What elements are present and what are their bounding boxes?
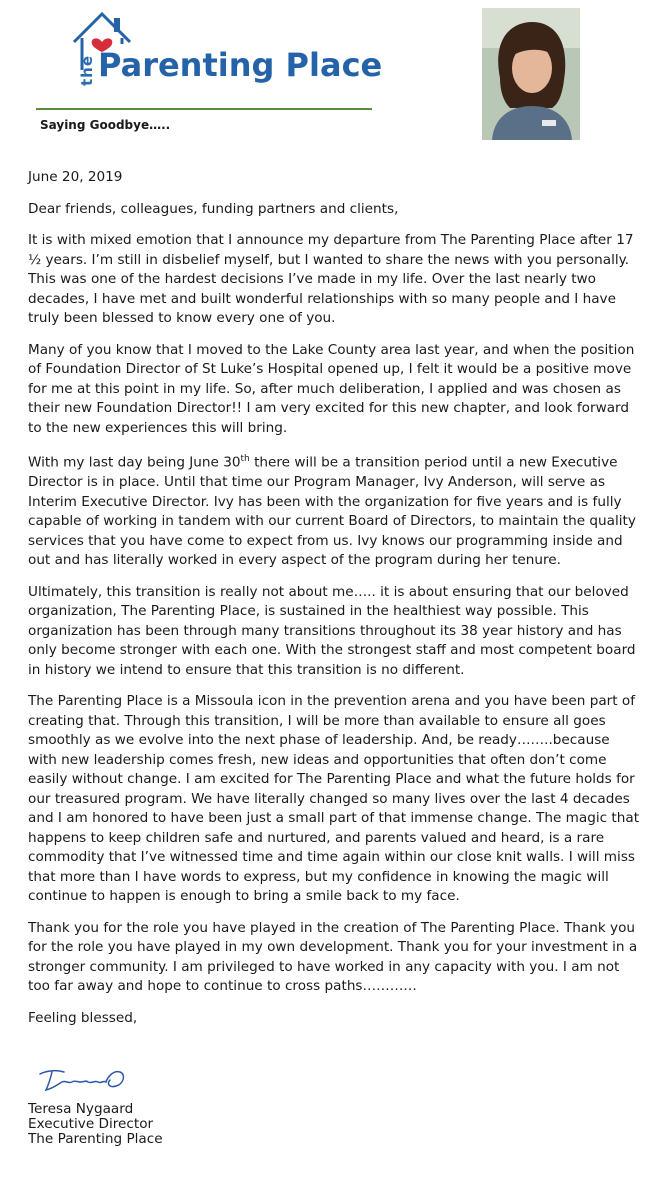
letter-date: June 20, 2019 bbox=[28, 169, 123, 185]
paragraph-1: It is with mixed emotion that I announce my departure from The Parenting Place after 17 ½ years. I’m still in disbelief myself, but I wanted to share the news with you personally. This was one of the hardest decisions I’ve made in my life. Over the last nearly two decades, I have met and built wonderful relationships with so many people and I have truly been blessed to know every one of you. bbox=[28, 232, 634, 326]
paragraph-3 bbox=[28, 450, 640, 571]
paragraph-3-superscript: th bbox=[240, 454, 250, 464]
letter-body bbox=[28, 168, 640, 1040]
paragraph-6: Thank you for the role you have played in the creation of The Parenting Place. Thank you for the role you have played in my own development. Thank you for your investment in a stronger community. I am privileged to have worked in any capacity with you. I am not too far away and hope to continue to cross paths………… bbox=[28, 919, 638, 995]
paragraph-3-start: With my last day being June 30 bbox=[28, 454, 241, 471]
paragraph-2: Many of you know that I moved to the Lake County area last year, and when the position of Foundation Director of St Luke’s Hospital opened up, I felt it would be a positive move for me at this point in my life. So, after much deliberation, I applied and was chosen as their new Foundation Director!! I am very excited for this new chapter, and look forward to the new experiences this will bring. bbox=[28, 341, 635, 436]
letter-salutation: Dear friends, colleagues, funding partners and clients, bbox=[28, 200, 399, 217]
tagline: Saying Goodbye….. bbox=[40, 118, 171, 132]
signer-name: Teresa Nygaard bbox=[28, 1101, 134, 1117]
paragraph-3-rest: there will be a transition period until a new Executive Director is in place. Until that time our Program Manager, Ivy Anderson, will serve as Interim Executive Director. Ivy has been with the organization for five years and is fully capable of working in tandem with our current Board of Directors, to maintain the quality services that you have come to expect from us. Ivy knows our programming inside and out and has literally worked in every aspect of the program during her tenure. bbox=[28, 454, 636, 569]
logo-the-text: the bbox=[78, 54, 96, 86]
signoff-block bbox=[28, 1102, 163, 1147]
logo-name-text: Parenting Place bbox=[98, 46, 383, 84]
paragraph-5: The Parenting Place is a Missoula icon in the prevention arena and you have been part of creating that. Through this transition, I will be more than available to ensure all goes smoothly as we evolve into the next phase of leadership. And, be ready……..because with new leadership comes fresh, new ideas and opportunities that often don’t come easily without change. I am excited for The Parenting Place and what the future holds for our treasured program. We have literally changed so many lives over the last 4 decades and I am honored to have been just a small part of that immense change. The magic that happens to keep children safe and nurtured, and parents valued and heard, is a rare commodity that I’ve witnessed time and time again within our close knit walls. I will miss that more than I have words to express, but my confidence in knowing the magic will continue to happen is enough to bring a smile back to my face. bbox=[28, 693, 640, 905]
portrait-photo bbox=[482, 8, 580, 140]
signer-title: Executive Director bbox=[28, 1116, 154, 1132]
header-rule bbox=[36, 108, 372, 110]
paragraph-4: Ultimately, this transition is really not about me….. it is about ensuring that our beloved organization, The Parenting Place, is sustained in the healthiest way possible. This organization has been through many transitions throughout its 38 year history and has only become stronger with each one. With the strongest staff and most competent board in history we intend to ensure that this transition is no different. bbox=[28, 583, 636, 678]
handwritten-signature bbox=[34, 1060, 134, 1096]
signer-org: The Parenting Place bbox=[28, 1131, 163, 1147]
logo bbox=[68, 8, 388, 88]
letter-closing: Feeling blessed, bbox=[28, 1009, 138, 1026]
